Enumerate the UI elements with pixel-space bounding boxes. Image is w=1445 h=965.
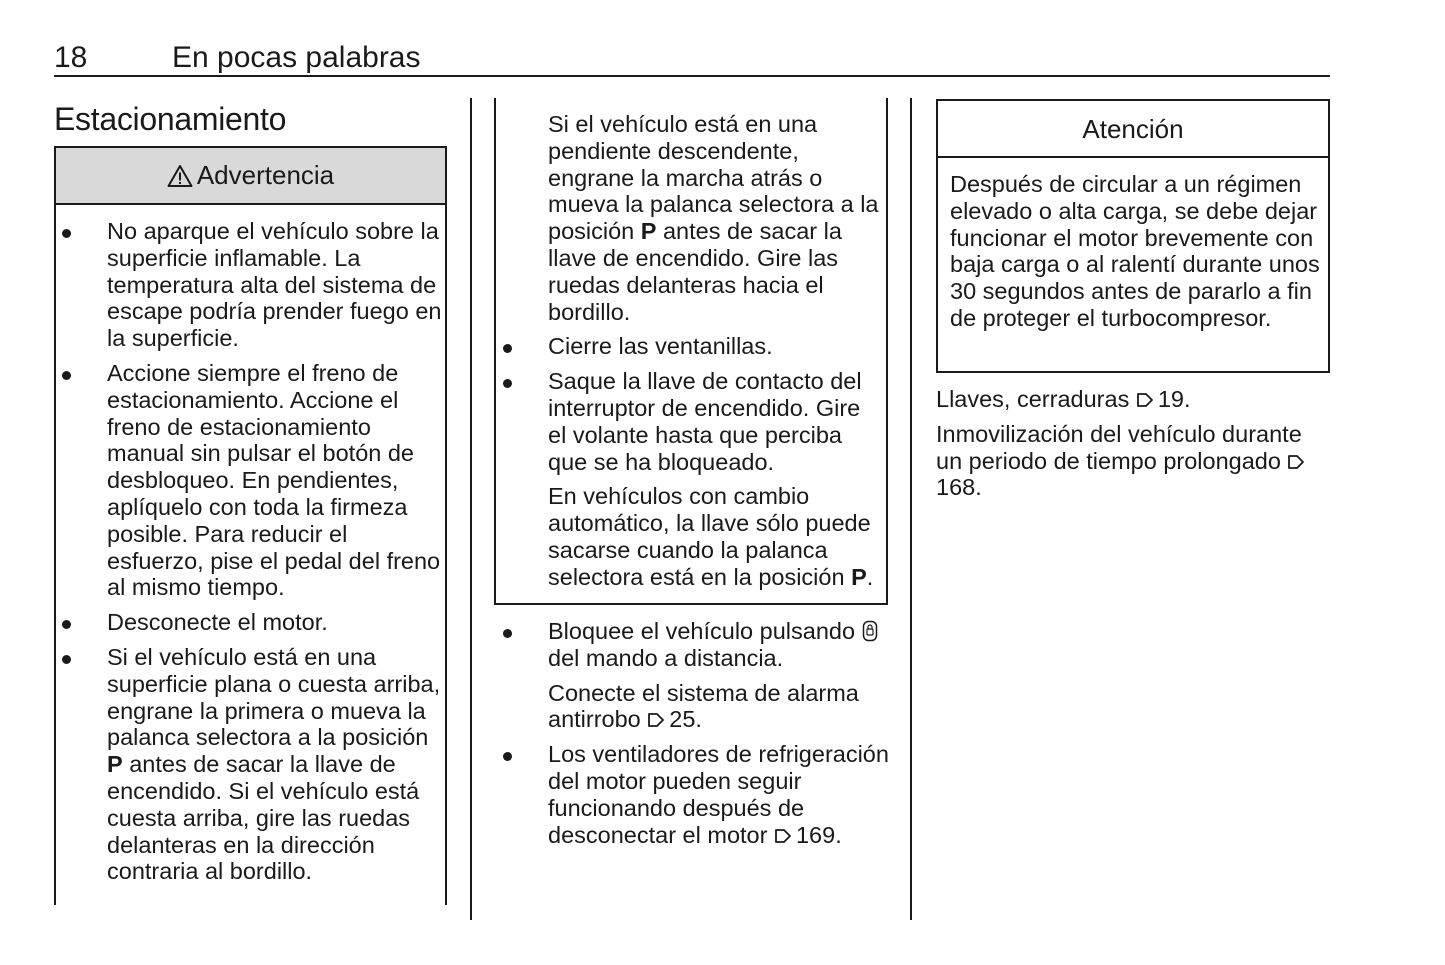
warning-header	[54, 146, 447, 205]
bullet-icon	[503, 752, 512, 761]
page-number: 18	[54, 41, 88, 74]
bullet-icon	[62, 371, 71, 380]
list-item	[503, 618, 893, 672]
reference-item	[936, 421, 1330, 501]
list-item-text: Cierre las ventanillas.	[548, 333, 773, 360]
warning-border-left-cont	[494, 98, 496, 605]
reference-item	[936, 386, 1330, 413]
gear-position: P	[107, 751, 123, 778]
warning-border-left	[54, 205, 56, 905]
list-item-text: Los ventiladores de refrigeración del motor pueden seguir funcionando después de desconectar el motor	[548, 741, 889, 848]
list-item-text: Accione siempre el freno de estacionamiento. Accione el freno de estacionamiento manual sin pulsar el botón de desbloqueo. En pendientes, aplíquelo con toda la firmeza posible. Para reducir el esfuerzo, pise el pedal del freno al mismo tiempo.	[107, 359, 441, 601]
warning-border-bottom	[494, 603, 888, 605]
list-item-text: Desconecte el motor.	[107, 609, 328, 636]
gear-position: P	[640, 218, 657, 245]
auto-transmission-note	[503, 483, 883, 590]
warning-cont-paragraph	[503, 111, 883, 325]
warning-border-right-cont	[886, 98, 888, 605]
list-item-text: No aparque el vehículo sobre la superficie inflamable. La temperatura alta del sistema de escape podría prender fuego en la superficie.	[107, 218, 442, 352]
page-reference[interactable]: 19.	[1157, 386, 1191, 412]
reference-text: Llaves, cerraduras	[936, 386, 1136, 412]
warning-list-cont	[503, 111, 883, 599]
paragraph-text: En vehículos con cambio automático, la llave sólo puede sacarse cuando la palanca selectora está en la posición	[548, 483, 871, 590]
lock-key-icon	[862, 620, 878, 642]
bullet-icon	[62, 655, 71, 664]
paragraph-text: .	[866, 563, 874, 590]
bullet-icon	[62, 620, 71, 629]
list-item-text: del mando a distancia.	[548, 644, 784, 671]
section-title: Estacionamiento	[54, 101, 287, 137]
attention-text: Después de circular a un régimen elevado o alta carga, se debe dejar funcionar el motor brevemente con baja carga o al ralentí durante unos 30 segundos antes de pararlo a fin de proteger el turbocompresor.	[950, 171, 1320, 331]
references-list	[936, 386, 1330, 509]
steps-list	[503, 618, 893, 856]
warning-title: Advertencia	[196, 160, 335, 190]
page-reference[interactable]: 25.	[669, 706, 702, 733]
reference-text: Inmovilización del vehículo durante un periodo de tiempo prolongado	[936, 420, 1302, 474]
list-item-text: Bloquee el vehículo pulsando	[548, 618, 862, 644]
warning-list	[62, 218, 442, 893]
list-item	[62, 644, 442, 885]
bullet-icon	[503, 344, 512, 353]
list-item	[503, 368, 883, 475]
header-rule	[54, 75, 1330, 77]
list-item	[503, 333, 883, 360]
chapter-title: En pocas palabras	[172, 41, 421, 74]
attention-title: Atención	[1082, 114, 1184, 144]
page-reference-icon	[1287, 453, 1305, 471]
bullet-icon	[503, 379, 512, 388]
bullet-icon	[503, 629, 512, 638]
page-reference-icon	[647, 711, 665, 729]
gear-position: P	[851, 563, 867, 590]
bullet-icon	[62, 229, 71, 238]
page-reference[interactable]: 169.	[795, 821, 842, 848]
column-divider-1	[470, 98, 472, 920]
list-item-text: Saque la llave de contacto del interruptor de encendido. Gire el volante hasta que perciba que se ha bloqueado.	[548, 368, 862, 475]
list-item-text: Si el vehículo está en una superficie plana o cuesta arriba, engrane la primera o mueva la palanca selectora a la posición	[107, 643, 441, 751]
list-item	[62, 218, 442, 352]
warning-triangle-icon	[167, 164, 193, 188]
page-reference[interactable]: 168.	[936, 474, 982, 501]
alarm-paragraph	[503, 680, 893, 734]
column-divider-2	[910, 98, 912, 920]
page-reference-icon	[1136, 391, 1154, 409]
paragraph-text: Conecte el sistema de alarma antirrobo	[548, 679, 859, 733]
paragraph-text: Si el vehículo está en una pendiente descendente, engrane la marcha atrás o mueva la palanca selectora a la posición	[548, 111, 879, 245]
list-item	[503, 741, 893, 848]
paragraph-text: antes de sacar la llave de encendido. Gire las ruedas delanteras hacia el bordillo.	[548, 218, 842, 325]
page-reference-icon	[774, 827, 792, 845]
attention-divider	[938, 156, 1328, 158]
list-item-text: antes de sacar la llave de encendido. Si el vehículo está cuesta arriba, gire las ruedas delanteras en la dirección contraria al bordillo.	[107, 751, 420, 885]
list-item	[62, 609, 442, 636]
list-item	[62, 360, 442, 601]
warning-border-right	[445, 205, 447, 905]
